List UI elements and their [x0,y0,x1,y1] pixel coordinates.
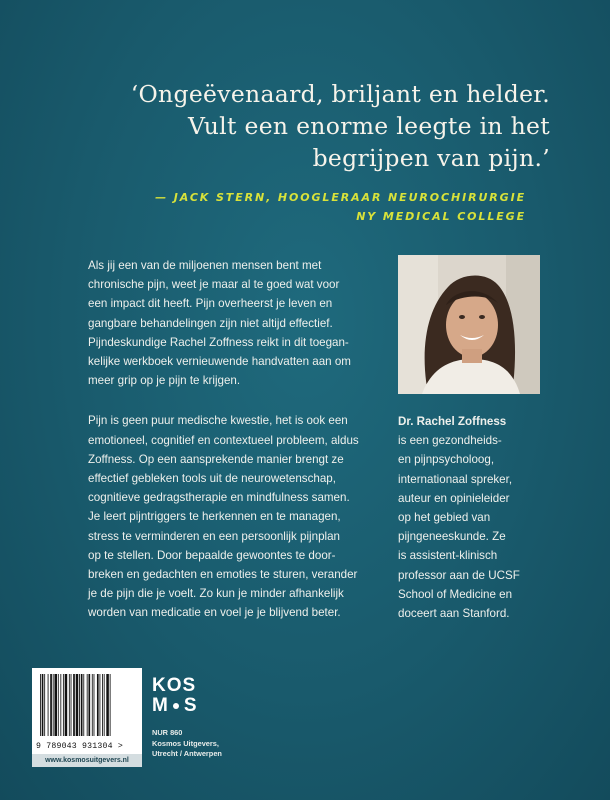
publisher-url: www.kosmosuitgevers.nl [32,754,142,767]
isbn-barcode [32,668,142,767]
text-line: Als jij een van de miljoenen mensen bent met [88,259,322,272]
text-line: effectief gebleken tools uit de neurowetenschap, [88,472,336,486]
text-line: cognitieve gedragstherapie en mindfulness samen. [88,491,350,505]
bio-line: pijngeneeskunde. Ze [398,530,506,544]
blurb-text [88,256,388,623]
text-line: een impact dit heeft. Pijn overheerst je leven en [88,297,333,311]
bio-line: professor aan de UCSF [398,568,520,582]
publisher-name: Kosmos Uitgevers, [152,738,219,748]
text-line: kelijke werkboek vernieuwende handvatten aan om [88,355,351,369]
bio-line: en pijnpsycholoog, [398,453,495,467]
nur-code: NUR 860 [152,728,183,737]
logo-dot-icon [173,703,179,709]
text-line: stress te verminderen en een persoonlijk pijnplan [88,529,340,543]
quote-attribution [155,188,526,226]
barcode-bars [38,674,136,740]
text-line: gangbare behandelingen zijn niet altijd effectief. [88,316,333,330]
attribution-line: — JACK STERN, HOOGLERAAR NEUROCHIRURGIE [155,191,526,204]
author-photo [398,255,540,394]
publisher-imprint [152,728,222,760]
bio-line: auteur en opinieleider [398,491,510,505]
logo-letter-s: S [183,695,198,716]
logo-row-bottom [152,696,198,716]
text-line: Zoffness. Op een aansprekende manier brengt ze [88,452,344,466]
author-bio [398,412,548,623]
logo-letter-m: M [152,695,169,716]
text-line: meer grip op je pijn te krijgen. [88,374,241,388]
blurb-paragraph-2 [88,411,388,622]
text-line: Je leert pijntriggers te herkennen en te managen, [88,510,341,524]
text-line: je de pijn die je voelt. Zo kun je minder afhankelijk [88,587,344,601]
cover-quote [80,78,550,174]
bio-line: is een gezondheids- [398,434,502,448]
author-portrait [398,255,540,394]
quote-line: begrijpen van pijn.’ [312,144,550,172]
text-line: Pijndeskundige Rachel Zoffness reikt in dit toegan- [88,335,349,349]
text-line: breken en gedachten en emoties te sturen, verander [88,568,358,582]
author-name: Dr. Rachel Zoffness [398,415,507,428]
bio-line: doceert aan Stanford. [398,607,510,621]
isbn-number [36,742,140,751]
text-line: op te stellen. Door bepaalde gewoontes te door- [88,548,336,562]
kosmos-logo [152,676,198,716]
blurb-paragraph-1 [88,256,388,390]
attribution-line: NY MEDICAL COLLEGE [356,210,526,223]
logo-row-top: KOS [152,675,197,696]
bio-line: School of Medicine en [398,587,513,601]
quote-line: Vult een enorme leegte in het [187,112,550,140]
text-line: emotioneel, cognitief en contextueel probleem, aldus [88,433,359,447]
bio-line: internationaal spreker, [398,472,513,486]
publisher-location: Utrecht / Antwerpen [152,749,222,758]
text-line: Pijn is geen puur medische kwestie, het is ook een [88,414,348,428]
isbn-digits: 9 789043 931304 [36,742,113,751]
bio-line: op het gebied van [398,511,491,525]
text-line: worden van medicatie en voel je je blijvend beter. [88,606,341,620]
bio-line: is assistent-klinisch [398,549,498,563]
isbn-marker: > [117,742,123,751]
quote-line: ‘Ongeëvenaard, briljant en helder. [130,80,550,108]
text-line: chronische pijn, weet je maar al te goed wat voor [88,278,340,292]
